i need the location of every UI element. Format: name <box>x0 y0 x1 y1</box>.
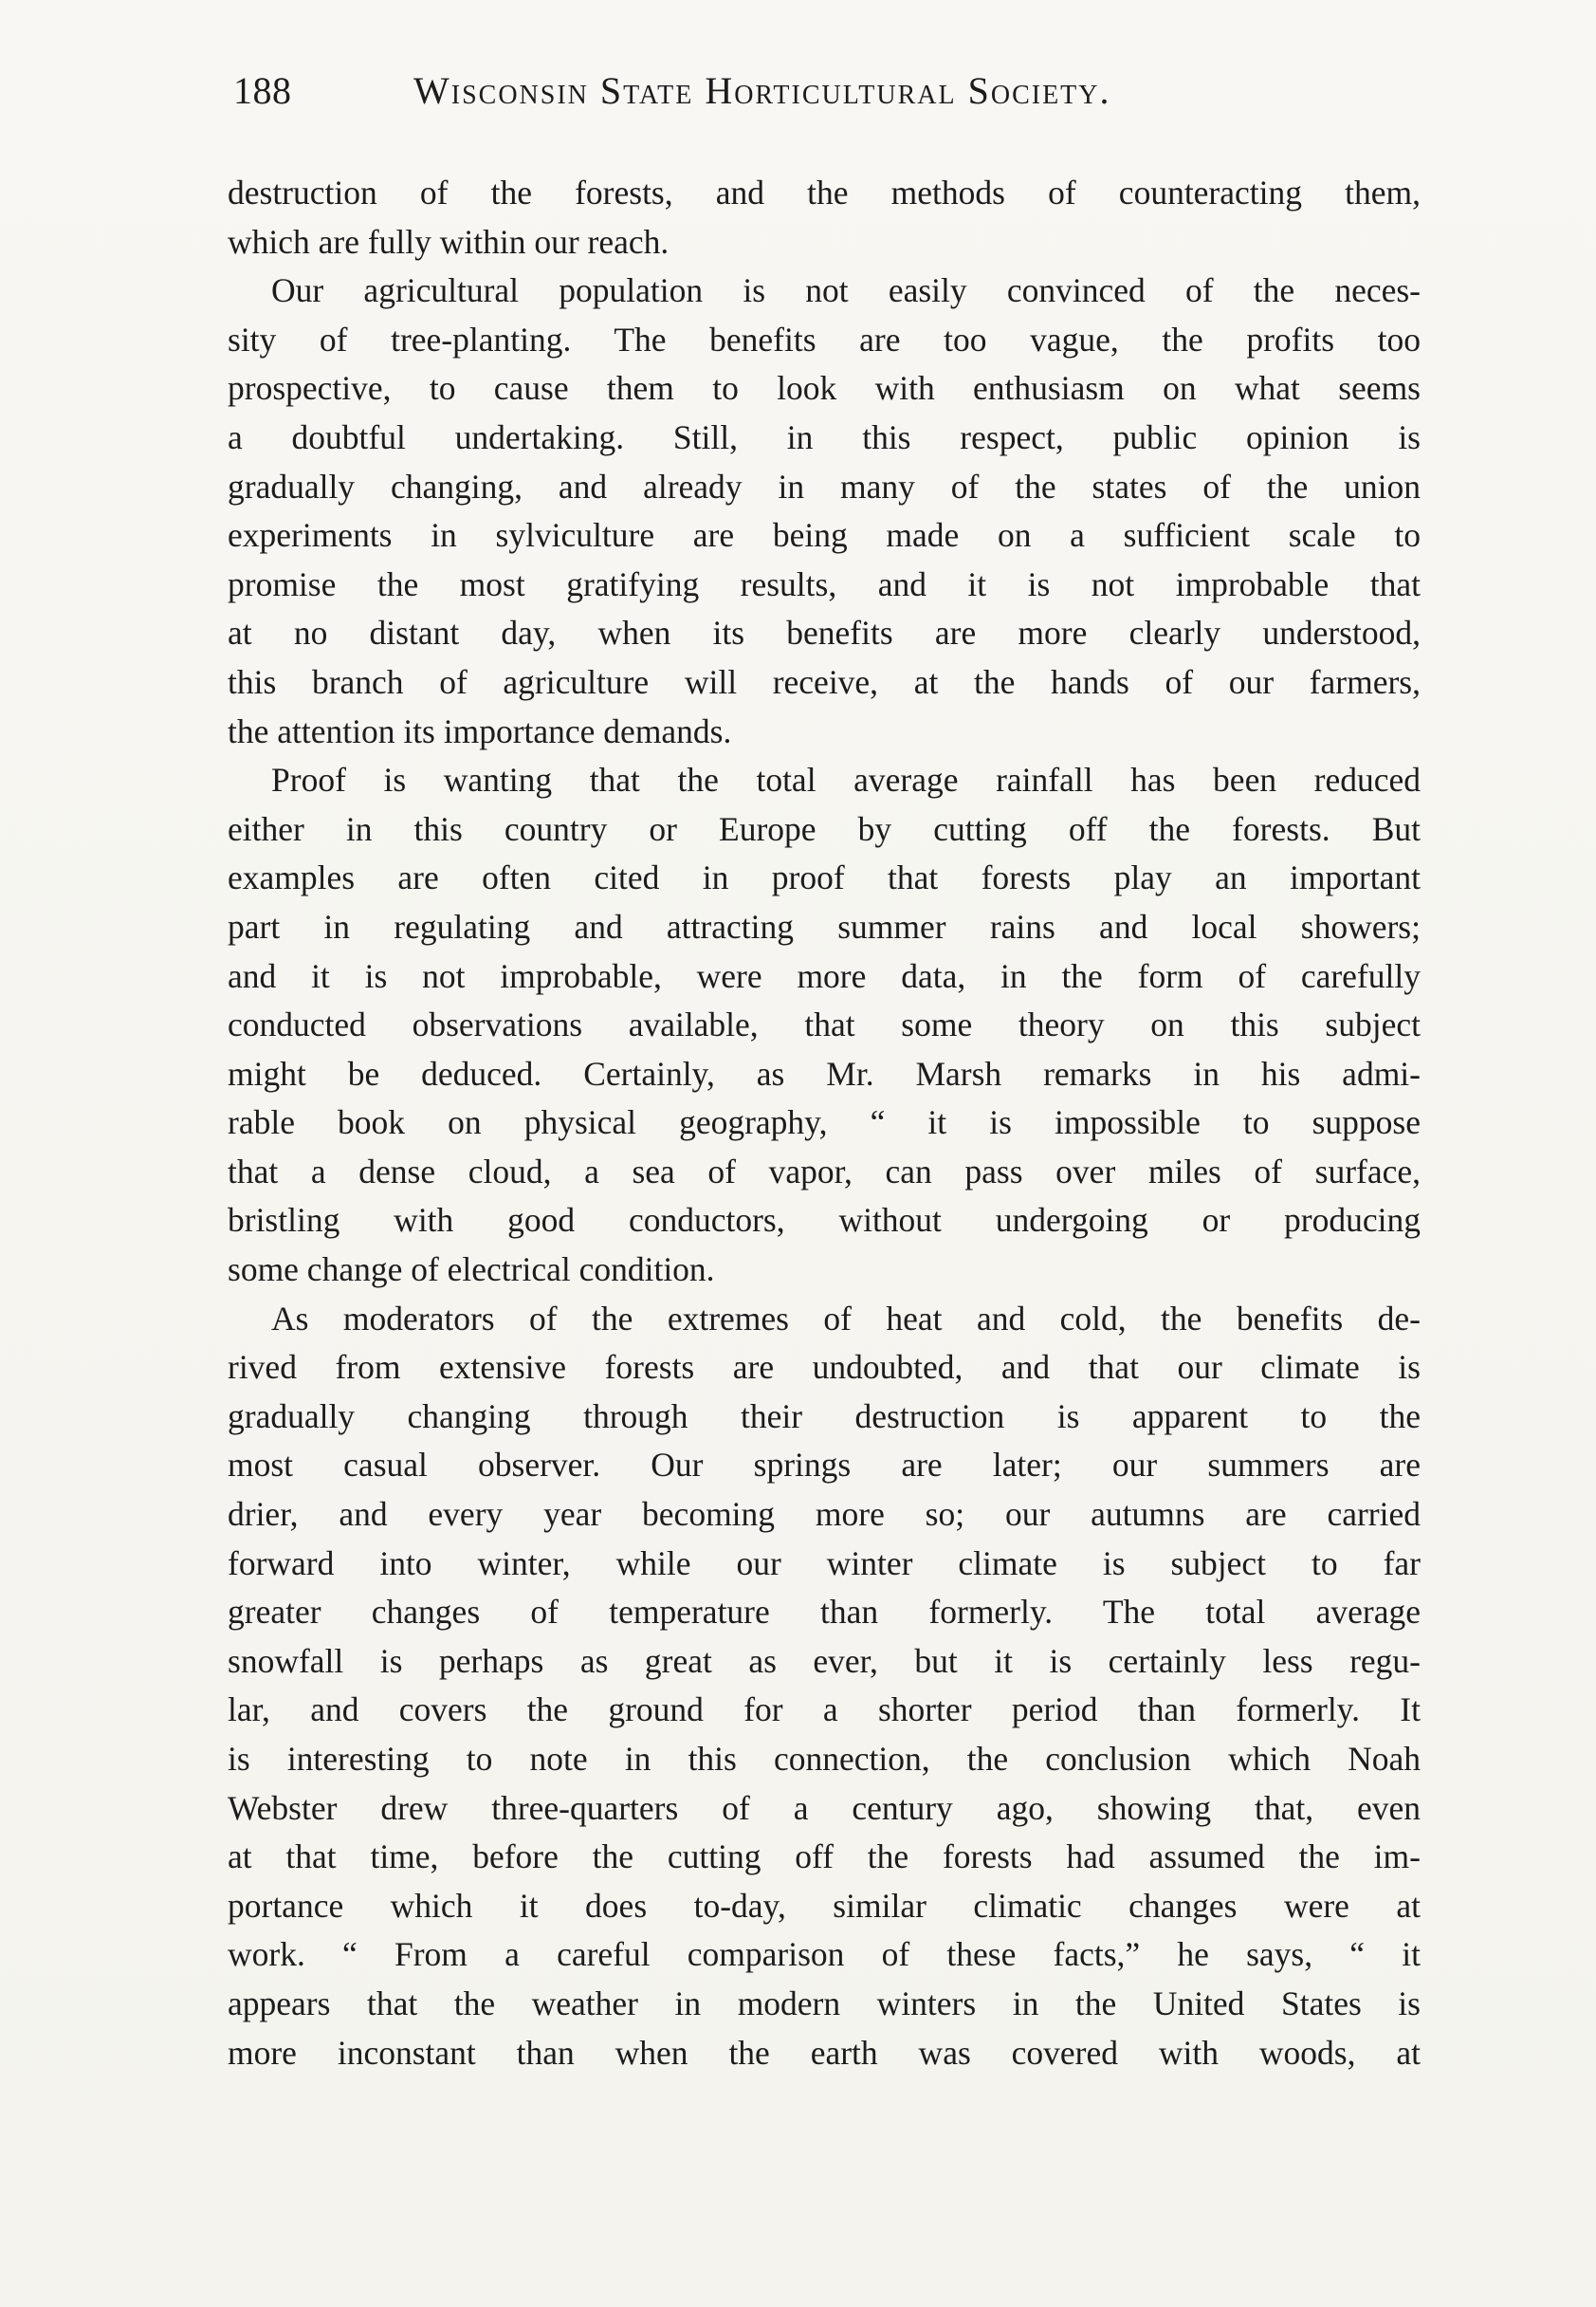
text-line: a doubtful undertaking. Still, in this respect, public opinion is <box>228 417 1421 456</box>
text-line: this branch of agriculture will receive, at the hands of our farmers, <box>228 662 1421 701</box>
page-header <box>233 68 1267 125</box>
text-line: might be deduced. Certainly, as Mr. Marsh remarks in his admi- <box>228 1054 1421 1093</box>
text-line: gradually changing through their destruction is apparent to the <box>228 1396 1421 1435</box>
text-line: some change of electrical condition. <box>228 1250 715 1289</box>
text-line: experiments in sylviculture are being made on a sufficient scale to <box>228 516 1421 555</box>
text-line: the attention its importance demands. <box>228 711 732 750</box>
text-line: more inconstant than when the earth was covered with woods, at <box>228 2033 1421 2072</box>
text-line: Webster drew three-quarters of a century ago, showing that, even <box>228 1788 1421 1827</box>
text-line: part in regulating and attracting summer rains and local showers; <box>228 907 1421 946</box>
text-line: bristling with good conductors, without undergoing or producing <box>228 1201 1421 1240</box>
text-line: examples are often cited in proof that forests play an important <box>228 858 1421 897</box>
text-line: sity of tree-planting. The benefits are too vague, the profits too <box>228 320 1421 359</box>
text-line: prospective, to cause them to look with enthusiasm on what seems <box>228 369 1421 408</box>
text-line: rable book on physical geography, “ it is impossible to suppose <box>228 1103 1421 1142</box>
text-line: Our agricultural population is not easily convinced of the neces- <box>271 271 1421 310</box>
running-title: Wisconsin State Horticultural Society. <box>413 69 1111 112</box>
text-line: work. “ From a careful comparison of these facts,” he says, “ it <box>228 1935 1421 1974</box>
text-line: either in this country or Europe by cutting off the forests. But <box>228 809 1421 848</box>
text-line: and it is not improbable, were more data, in the form of carefully <box>228 956 1421 995</box>
text-line: destruction of the forests, and the methods of counteracting them, <box>228 174 1421 212</box>
paragraph-3 <box>228 756 1421 1295</box>
text-line: rived from extensive forests are undoubted, and that our climate is <box>228 1348 1421 1387</box>
body-text <box>228 169 1421 2077</box>
text-line: that a dense cloud, a sea of vapor, can pass over miles of surface, <box>228 1152 1421 1190</box>
text-line: at no distant day, when its benefits are more clearly understood, <box>228 614 1421 653</box>
paragraph-1 <box>228 169 1421 267</box>
text-line: promise the most gratifying results, and it is not improbable that <box>228 564 1421 603</box>
text-line: snowfall is perhaps as great as ever, but it is certainly less regu- <box>228 1641 1421 1680</box>
text-line: As moderators of the extremes of heat and cold, the benefits de- <box>271 1299 1421 1338</box>
text-line: is interesting to note in this connection, the conclusion which Noah <box>228 1740 1421 1778</box>
paragraph-4 <box>228 1295 1421 2078</box>
text-line: greater changes of temperature than formerly. The total average <box>228 1593 1421 1632</box>
text-line: forward into winter, while our winter climate is subject to far <box>228 1543 1421 1582</box>
text-line: gradually changing, and already in many of the states of the union <box>228 467 1421 506</box>
text-line: appears that the weather in modern winters in the United States is <box>228 1984 1421 2022</box>
text-line: drier, and every year becoming more so; our autumns are carried <box>228 1495 1421 1534</box>
text-line: most casual observer. Our springs are later; our summers are <box>228 1446 1421 1485</box>
paragraph-2 <box>228 267 1421 756</box>
text-line: conducted observations available, that some theory on this subject <box>228 1006 1421 1044</box>
text-line: portance which it does to-day, similar climatic changes were at <box>228 1886 1421 1925</box>
text-line: Proof is wanting that the total average rainfall has been reduced <box>271 761 1421 800</box>
text-line: at that time, before the cutting off the forests had assumed the im- <box>228 1837 1421 1876</box>
text-line: lar, and covers the ground for a shorter period than formerly. It <box>228 1690 1421 1729</box>
page-number: 188 <box>233 69 292 112</box>
text-line: which are fully within our reach. <box>228 222 670 261</box>
